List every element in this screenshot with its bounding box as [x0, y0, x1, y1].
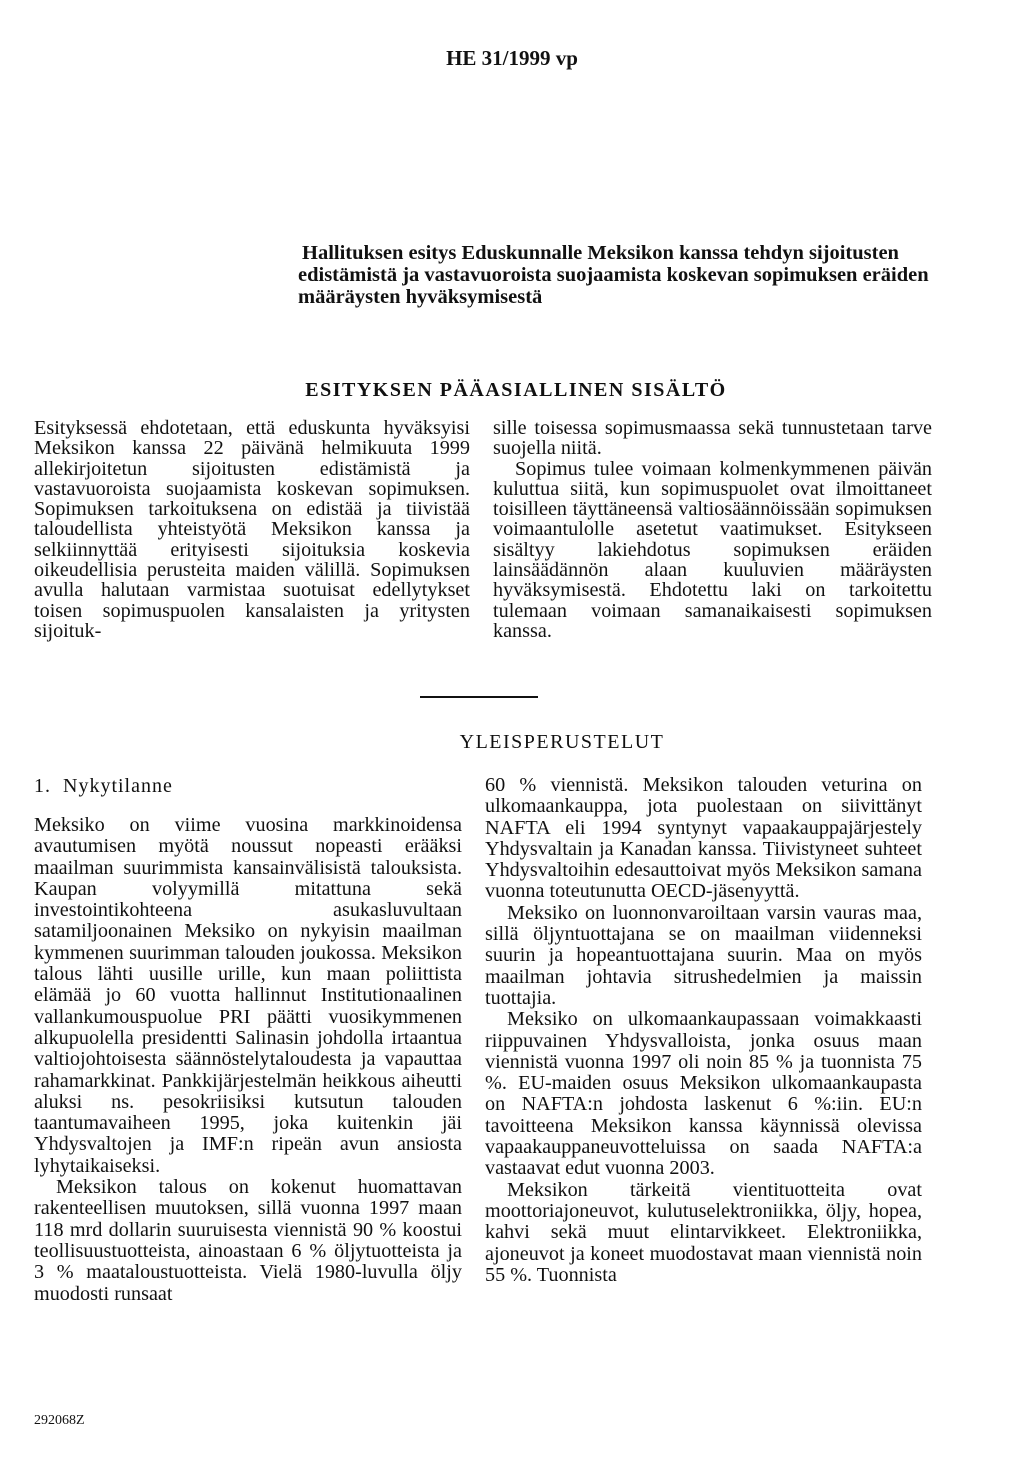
- paragraph: 60 % viennistä. Meksikon talouden veturina on ulkomaankauppa, jota puolestaan on siivittänyt NAFTA eli 1994 syntynyt vapaakauppajärjestely Yhdysvaltain ja Kanadan kanssa. Tiivistyneet suhteet Yhdysvaltoihin edesauttoivat myös Meksikon samana vuonna toteutunutta OECD-jäsenyyttä.: [485, 774, 922, 903]
- paragraph: Esityksessä ehdotetaan, että eduskunta hyväksyisi Meksikon kanssa 22 päivänä helmikuuta 1999 allekirjoitetun sijoitusten edistämistä ja vastavuoroista suojaamista koskevan sopimuksen. Sopimuksen tarkoituksena on edistää ja tiivistää taloudellista yhteistyötä Meksikon kanssa ja selkiinnyttää erityisesti sijoituksia koskevia oikeudellisia perusteita maiden välillä. Sopimuksen avulla halutaan varmistaa suotuisat edellytykset toisen sopimuspuolen kansalaisten ja yritysten sijoituk-: [34, 417, 470, 642]
- subsection-title: Nykytilanne: [63, 775, 173, 797]
- summary-right-column: [493, 418, 932, 641]
- subsection-number: 1.: [34, 775, 51, 797]
- general-right-column: [485, 775, 922, 1286]
- general-left-column: [34, 815, 462, 1305]
- document-title: Hallituksen esitys Eduskunnalle Meksikon kanssa tehdyn sijoitusten edistämistä ja vastavuoroista suojaamista koskevan sopimuksen eräiden määräysten hyväksymisestä: [298, 242, 929, 308]
- document-code: 292068Z: [34, 1413, 85, 1428]
- section-divider: [420, 696, 538, 698]
- subsection-heading: [34, 775, 173, 798]
- paragraph: Meksiko on viime vuosina markkinoidensa avautumisen myötä noussut nopeasti erääksi maailman suurimmista kansainvälisistä talouksista. Kaupan volyymillä mitattuna sekä investointikohteena asukasluvultaan satamiljoonainen Meksiko on nykyisin maailman kymmenen suurimman talouden joukossa. Meksikon talous lähti uusille urille, kun maan poliittista elämää jo 60 vuotta hallinnut Institutionaalinen vallankumouspuolue PRI päätti vuosikymmenen alkupuolella presidentti Salinasin johdolla irtaantua valtiojohtoisesta säännöstelytaloudesta ja vapauttaa rahamarkkinat. Pankkijärjestelmän heikkous aiheutti aluksi ns. pesokriisiksi kutsutun talouden taantumavaiheen 1995, joka kuitenkin jäi Yhdysvaltojen ja IMF:n ripeän avun ansiosta lyhytaikaiseksi.: [34, 814, 462, 1177]
- paragraph: sille toisessa sopimusmaassa sekä tunnustetaan tarve suojella niitä.: [493, 417, 932, 460]
- paragraph: Meksiko on ulkomaankaupassaan voimakkaasti riippuvainen Yhdysvalloista, jonka osuus maan viennistä vuonna 1997 oli noin 85 % ja tuonnista 75 %. EU-maiden osuus Meksikon ulkomaankaupasta on NAFTA:n johdosta laskenut 6 %:iin. EU:n tavoitteena Meksikon kanssa käynnissä olevissa vapaakauppaneuvotteluissa on saada NAFTA:a vastaavat edut vuonna 2003.: [485, 1008, 922, 1180]
- summary-heading: ESITYKSEN PÄÄASIALLINEN SISÄLTÖ: [305, 379, 727, 401]
- paragraph: Meksiko on luonnonvaroiltaan varsin vauras maa, sillä öljyntuottajana se on maailman viidenneksi suurin ja hopeantuottajana suurin. Maa on myös maailman johtavia sitrushedelmien ja maissin tuottajia.: [485, 901, 922, 1009]
- summary-left-column: [34, 418, 470, 641]
- paragraph: Meksikon talous on kokenut huomattavan rakenteellisen muutoksen, sillä vuonna 1997 maan 118 mrd dollarin suuruisesta viennistä 90 % koostui teollisuustuotteista, ainoastaan 6 % öljytuotteista ja 3 % maataloustuotteista. Vielä 1980-luvulla öljy muodosti runsaat: [34, 1176, 462, 1305]
- paragraph: Meksikon tärkeitä vientituotteita ovat moottoriajoneuvot, kulutuselektroniikka, öljy, hopea, kahvi sekä muut elintarvikkeet. Elektroniikka, ajoneuvot ja koneet muodostavat maan viennistä noin 55 %. Tuonnista: [485, 1178, 922, 1286]
- paragraph: Sopimus tulee voimaan kolmenkymmenen päivän kuluttua siitä, kun sopimuspuolet ovat ilmoittaneet toisilleen täyttäneensä valtiosäännöissään sopimuksen voimaantulolle asetetut vaatimukset. Esitykseen sisältyy lakiehdotus sopimuksen eräiden lainsäädännön alaan kuuluvien määräysten hyväksymisestä. Ehdotettu laki on tarkoitettu tulemaan voimaan samanaikaisesti sopimuksen kanssa.: [493, 457, 932, 642]
- general-heading: YLEISPERUSTELUT: [459, 731, 665, 753]
- document-header: HE 31/1999 vp: [446, 46, 578, 70]
